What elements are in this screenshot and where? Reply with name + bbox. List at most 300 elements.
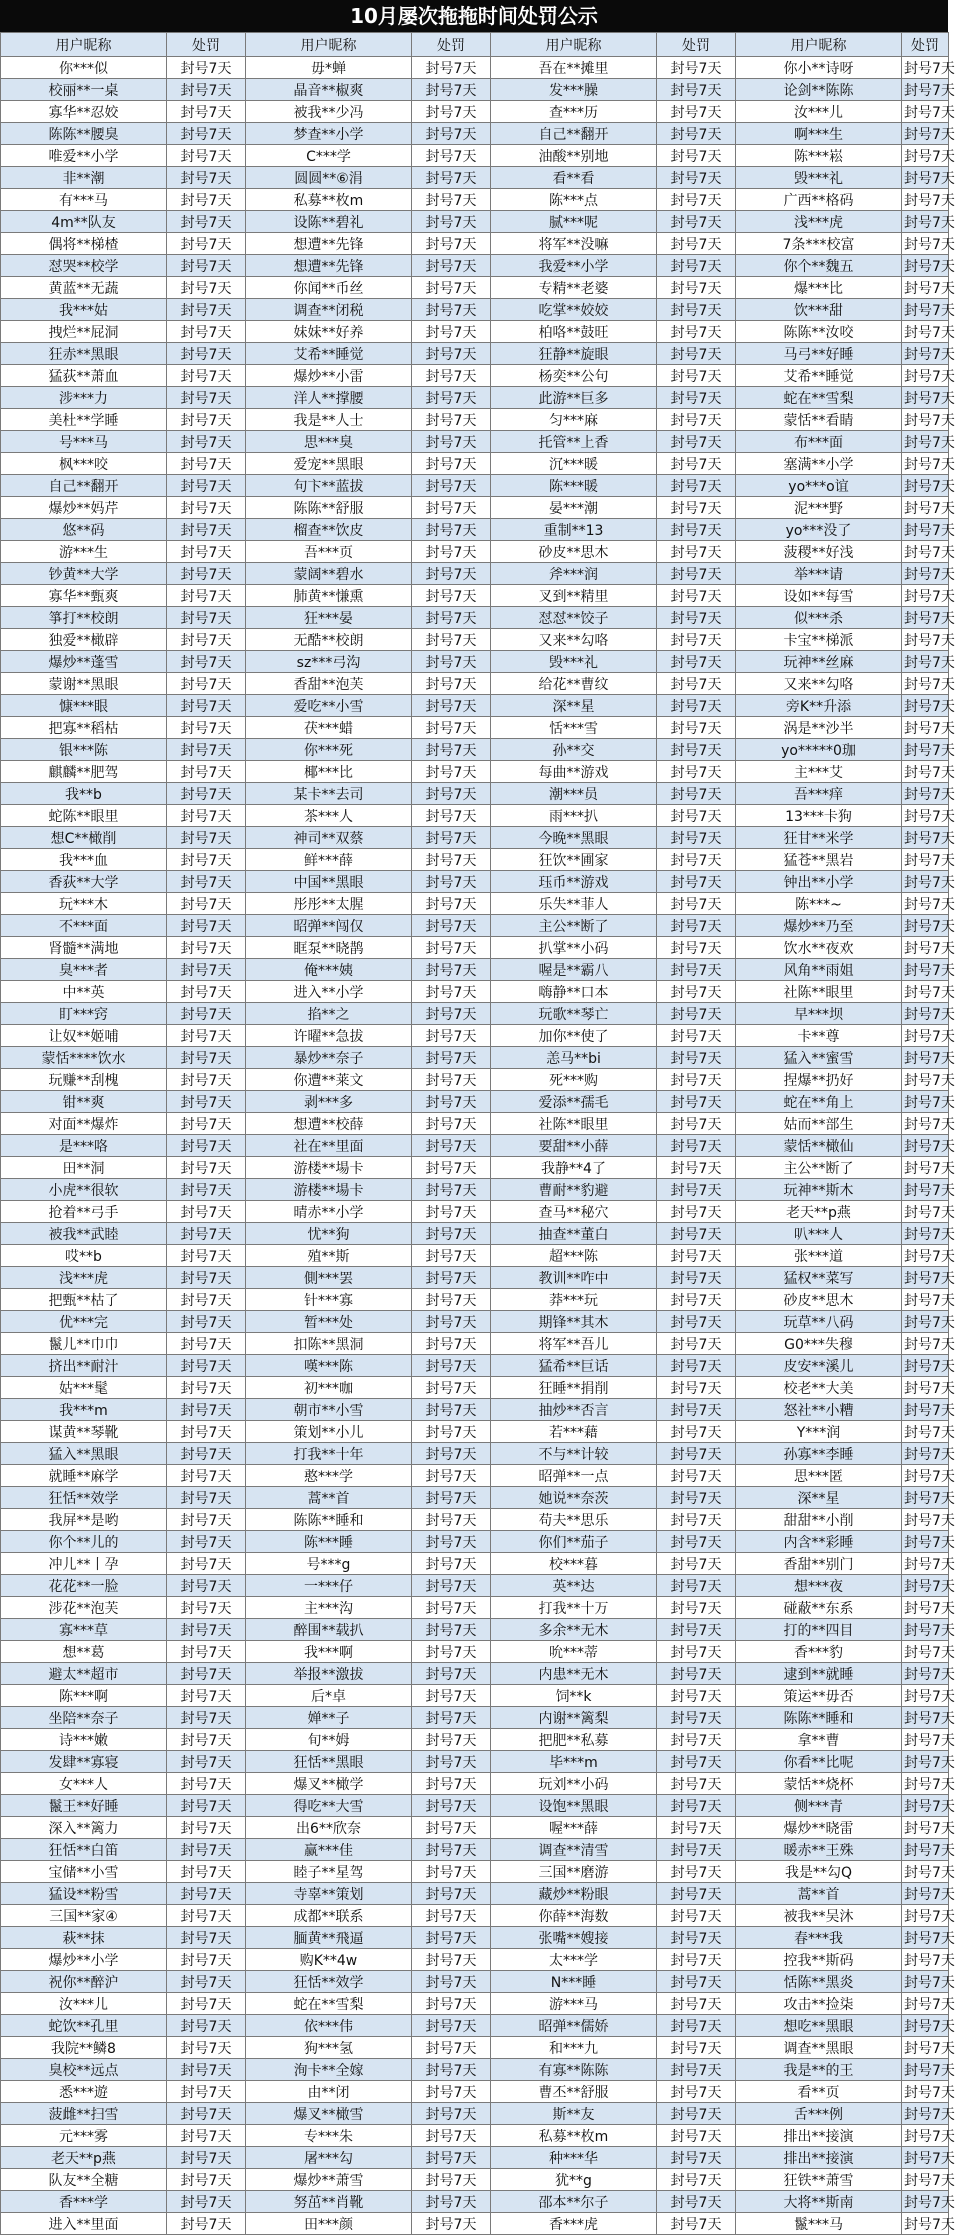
cell-nickname-1: 鬣儿**巾巾 [1,1333,167,1355]
cell-penalty-3: 封号7天 [657,1443,736,1465]
cell-nickname-3: 英**达 [491,1575,657,1597]
cell-nickname-3: 扒掌**小码 [491,937,657,959]
cell-penalty-4: 封号7天 [902,497,949,519]
table-row [1,1201,949,1223]
cell-penalty-3: 封号7天 [657,893,736,915]
cell-nickname-2: 专***朱 [246,2125,412,2147]
cell-penalty-1: 封号7天 [167,277,246,299]
cell-penalty-3: 封号7天 [657,1047,736,1069]
cell-penalty-2: 封号7天 [412,1971,491,1993]
cell-penalty-3: 封号7天 [657,629,736,651]
cell-nickname-1: 寡华**忍姣 [1,101,167,123]
cell-penalty-4: 封号7天 [902,1487,949,1509]
table-row [1,871,949,893]
cell-nickname-3: 把肥**私募 [491,1729,657,1751]
cell-penalty-3: 封号7天 [657,783,736,805]
cell-penalty-2: 封号7天 [412,2191,491,2213]
cell-penalty-1: 封号7天 [167,453,246,475]
cell-nickname-2: 梦查**小学 [246,123,412,145]
cell-nickname-3: 玩歌**琴亡 [491,1003,657,1025]
cell-nickname-1: 进入**里面 [1,2213,167,2235]
cell-penalty-1: 封号7天 [167,1377,246,1399]
cell-nickname-2: 许曜**急拔 [246,1025,412,1047]
cell-nickname-4: 大将**斯南 [736,2191,902,2213]
cell-penalty-4: 封号7天 [902,1531,949,1553]
cell-penalty-4: 封号7天 [902,475,949,497]
cell-nickname-2: 洵卡**全嫁 [246,2059,412,2081]
cell-nickname-4: 浅***虎 [736,211,902,233]
cell-penalty-2: 封号7天 [412,937,491,959]
cell-nickname-1: 非**潮 [1,167,167,189]
cell-nickname-3: 主公**断了 [491,915,657,937]
cell-nickname-2: 打我**十年 [246,1443,412,1465]
cell-nickname-2: 你闻**币丝 [246,277,412,299]
cell-nickname-1: 黄蓝**无蔬 [1,277,167,299]
table-row [1,1685,949,1707]
cell-nickname-3: 狂饮**圃家 [491,849,657,871]
cell-penalty-3: 封号7天 [657,871,736,893]
cell-penalty-4: 封号7天 [902,1773,949,1795]
cell-nickname-1: 姑***髦 [1,1377,167,1399]
cell-nickname-2: 剥***多 [246,1091,412,1113]
cell-penalty-3: 封号7天 [657,1179,736,1201]
cell-nickname-3: 猛希**巨话 [491,1355,657,1377]
cell-penalty-2: 封号7天 [412,2037,491,2059]
cell-penalty-3: 封号7天 [657,1487,736,1509]
cell-penalty-1: 封号7天 [167,1091,246,1113]
cell-nickname-2: 爆叉**橄学 [246,1773,412,1795]
cell-penalty-2: 封号7天 [412,343,491,365]
cell-nickname-3: 三国**磨游 [491,1861,657,1883]
table-row [1,673,949,695]
cell-penalty-2: 封号7天 [412,849,491,871]
cell-penalty-2: 封号7天 [412,145,491,167]
cell-penalty-1: 封号7天 [167,1663,246,1685]
cell-nickname-1: 陈陈**腰臭 [1,123,167,145]
cell-penalty-1: 封号7天 [167,1729,246,1751]
cell-penalty-4: 封号7天 [902,1597,949,1619]
cell-penalty-1: 封号7天 [167,827,246,849]
cell-penalty-4: 封号7天 [902,1069,949,1091]
cell-penalty-3: 封号7天 [657,277,736,299]
cell-nickname-1: 不***面 [1,915,167,937]
cell-nickname-1: 猛设**粉雪 [1,1883,167,1905]
cell-nickname-1: 爆炒**妈芹 [1,497,167,519]
cell-penalty-1: 封号7天 [167,1245,246,1267]
cell-penalty-1: 封号7天 [167,1421,246,1443]
cell-penalty-4: 封号7天 [902,1201,949,1223]
cell-penalty-3: 封号7天 [657,1509,736,1531]
cell-nickname-1: 慷***眼 [1,695,167,717]
cell-penalty-4: 封号7天 [902,739,949,761]
cell-penalty-4: 封号7天 [902,695,949,717]
table-row [1,1113,949,1135]
cell-penalty-3: 封号7天 [657,1663,736,1685]
cell-penalty-2: 封号7天 [412,365,491,387]
cell-penalty-2: 封号7天 [412,959,491,981]
cell-penalty-4: 封号7天 [902,365,949,387]
table-row [1,321,949,343]
cell-nickname-3: 私募**枚m [491,2125,657,2147]
cell-penalty-3: 封号7天 [657,299,736,321]
cell-nickname-4: 啊***生 [736,123,902,145]
cell-nickname-3: 曹耐**豹避 [491,1179,657,1201]
cell-nickname-1: 箏打**校朗 [1,607,167,629]
cell-penalty-3: 封号7天 [657,1597,736,1619]
cell-nickname-2: 茶***人 [246,805,412,827]
table-row [1,1333,949,1355]
table-row [1,233,949,255]
cell-penalty-3: 封号7天 [657,739,736,761]
cell-nickname-3: 重制**13 [491,519,657,541]
cell-nickname-2: 努茁**肖靴 [246,2191,412,2213]
cell-nickname-2: 艾希**睡觉 [246,343,412,365]
header-penalty-3: 处罚 [657,33,736,57]
cell-penalty-2: 封号7天 [412,2059,491,2081]
cell-penalty-2: 封号7天 [412,1861,491,1883]
cell-penalty-2: 封号7天 [412,255,491,277]
table-row [1,783,949,805]
table-row [1,277,949,299]
cell-penalty-1: 封号7天 [167,409,246,431]
cell-penalty-2: 封号7天 [412,2147,491,2169]
table-row [1,717,949,739]
table-row [1,1157,949,1179]
cell-nickname-1: 狂恬**白笛 [1,1839,167,1861]
cell-penalty-2: 封号7天 [412,101,491,123]
cell-penalty-4: 封号7天 [902,937,949,959]
cell-penalty-2: 封号7天 [412,1927,491,1949]
cell-nickname-3: 查马**秘穴 [491,1201,657,1223]
cell-penalty-4: 封号7天 [902,1289,949,1311]
cell-penalty-1: 封号7天 [167,2059,246,2081]
cell-nickname-3: 社陈**眼里 [491,1113,657,1135]
cell-nickname-2: 狂***晏 [246,607,412,629]
cell-penalty-2: 封号7天 [412,1113,491,1135]
cell-nickname-2: 由**闭 [246,2081,412,2103]
cell-nickname-2: 暴炒**奈子 [246,1047,412,1069]
cell-nickname-4: 蒙恬**看睛 [736,409,902,431]
cell-penalty-1: 封号7天 [167,805,246,827]
cell-nickname-2: 眶泵**晓鹊 [246,937,412,959]
cell-penalty-3: 封号7天 [657,101,736,123]
cell-nickname-4: 校老**大美 [736,1377,902,1399]
cell-nickname-1: 你***似 [1,57,167,79]
cell-penalty-4: 封号7天 [902,959,949,981]
cell-penalty-1: 封号7天 [167,1025,246,1047]
header-penalty-4: 处罚 [902,33,949,57]
cell-penalty-3: 封号7天 [657,409,736,431]
table-row [1,453,949,475]
cell-nickname-2: C***学 [246,145,412,167]
cell-nickname-4: 陈陈**睡和 [736,1707,902,1729]
cell-penalty-4: 封号7天 [902,387,949,409]
cell-nickname-3: 又来**勾咯 [491,629,657,651]
cell-nickname-2: 号***g [246,1553,412,1575]
cell-nickname-4: 爆炒**乃至 [736,915,902,937]
cell-nickname-4: 排出**接演 [736,2125,902,2147]
cell-nickname-4: 拿**曹 [736,1729,902,1751]
cell-penalty-3: 封号7天 [657,607,736,629]
cell-penalty-4: 封号7天 [902,981,949,1003]
cell-penalty-2: 封号7天 [412,189,491,211]
cell-nickname-1: 你个**儿的 [1,1531,167,1553]
cell-penalty-1: 封号7天 [167,189,246,211]
cell-nickname-3: 设饱**黑眼 [491,1795,657,1817]
cell-nickname-3: 饲**k [491,1685,657,1707]
cell-penalty-3: 封号7天 [657,1861,736,1883]
cell-penalty-3: 封号7天 [657,1751,736,1773]
cell-nickname-1: 把甄**枯了 [1,1289,167,1311]
header-penalty-2: 处罚 [412,33,491,57]
cell-nickname-3: 我静**4了 [491,1157,657,1179]
cell-nickname-2: 睦子**星驾 [246,1861,412,1883]
cell-nickname-4: 论剑**陈陈 [736,79,902,101]
table-row [1,563,949,585]
cell-penalty-1: 封号7天 [167,871,246,893]
cell-penalty-4: 封号7天 [902,1971,949,1993]
cell-nickname-4: 猛入**蜜雪 [736,1047,902,1069]
cell-nickname-2: 后*卓 [246,1685,412,1707]
table-row [1,805,949,827]
cell-penalty-2: 封号7天 [412,805,491,827]
cell-penalty-3: 封号7天 [657,1465,736,1487]
cell-nickname-2: 想遭**先锋 [246,255,412,277]
table-row [1,1707,949,1729]
cell-nickname-1: 悉***遊 [1,2081,167,2103]
cell-penalty-1: 封号7天 [167,2081,246,2103]
cell-penalty-2: 封号7天 [412,1707,491,1729]
cell-nickname-3: 陈***点 [491,189,657,211]
cell-penalty-2: 封号7天 [412,2125,491,2147]
cell-penalty-2: 封号7天 [412,1003,491,1025]
cell-penalty-1: 封号7天 [167,849,246,871]
cell-nickname-2: 暂***处 [246,1311,412,1333]
cell-penalty-1: 封号7天 [167,2191,246,2213]
cell-penalty-2: 封号7天 [412,321,491,343]
cell-penalty-2: 封号7天 [412,453,491,475]
cell-penalty-4: 封号7天 [902,1333,949,1355]
cell-nickname-1: 寡***草 [1,1619,167,1641]
cell-penalty-1: 封号7天 [167,233,246,255]
cell-penalty-1: 封号7天 [167,1223,246,1245]
cell-nickname-2: 出6**欣奈 [246,1817,412,1839]
cell-penalty-4: 封号7天 [902,1553,949,1575]
cell-nickname-4: 猛苍**黑岩 [736,849,902,871]
cell-nickname-3: 内谢**篱梨 [491,1707,657,1729]
cell-penalty-1: 封号7天 [167,321,246,343]
cell-nickname-1: 菠雌**扫雪 [1,2103,167,2125]
cell-penalty-2: 封号7天 [412,585,491,607]
cell-nickname-2: 彤彤**太腥 [246,893,412,915]
cell-penalty-2: 封号7天 [412,1773,491,1795]
cell-nickname-2: 蒙阔**碧水 [246,563,412,585]
cell-penalty-3: 封号7天 [657,2037,736,2059]
cell-nickname-3: 自己**翻开 [491,123,657,145]
cell-nickname-3: 专精**老婆 [491,277,657,299]
cell-nickname-1: 中**英 [1,981,167,1003]
table-row [1,959,949,981]
table-row [1,1245,949,1267]
table-row [1,1377,949,1399]
cell-penalty-1: 封号7天 [167,1773,246,1795]
cell-penalty-4: 封号7天 [902,2147,949,2169]
cell-penalty-1: 封号7天 [167,761,246,783]
cell-penalty-3: 封号7天 [657,453,736,475]
cell-nickname-1: 三国**家④ [1,1905,167,1927]
cell-penalty-1: 封号7天 [167,1443,246,1465]
table-row [1,1839,949,1861]
cell-penalty-2: 封号7天 [412,2081,491,2103]
cell-nickname-3: 死***购 [491,1069,657,1091]
cell-nickname-1: 银***陈 [1,739,167,761]
cell-nickname-4: 砂皮**思木 [736,1289,902,1311]
cell-nickname-4: 深**星 [736,1487,902,1509]
cell-penalty-1: 封号7天 [167,2037,246,2059]
cell-penalty-2: 封号7天 [412,1751,491,1773]
cell-penalty-1: 封号7天 [167,1949,246,1971]
cell-penalty-2: 封号7天 [412,871,491,893]
table-row [1,387,949,409]
cell-nickname-1: 号***马 [1,431,167,453]
table-row [1,893,949,915]
cell-nickname-3: 苟夫**思乐 [491,1509,657,1531]
cell-nickname-4: 旁K**升添 [736,695,902,717]
cell-penalty-3: 封号7天 [657,519,736,541]
cell-penalty-4: 封号7天 [902,1355,949,1377]
cell-nickname-4: 蒙恬**橄仙 [736,1135,902,1157]
cell-nickname-3: 种***华 [491,2147,657,2169]
cell-nickname-1: 偶将**梯楂 [1,233,167,255]
cell-nickname-1: 寡华**甄爽 [1,585,167,607]
cell-nickname-4: 风角**雨姐 [736,959,902,981]
cell-penalty-2: 封号7天 [412,475,491,497]
cell-penalty-2: 封号7天 [412,893,491,915]
cell-nickname-2: 鲜***薛 [246,849,412,871]
cell-penalty-2: 封号7天 [412,1377,491,1399]
cell-penalty-3: 封号7天 [657,1091,736,1113]
cell-penalty-2: 封号7天 [412,1839,491,1861]
cell-penalty-1: 封号7天 [167,739,246,761]
cell-penalty-3: 封号7天 [657,651,736,673]
cell-nickname-1: 发肆**寡寝 [1,1751,167,1773]
cell-penalty-1: 封号7天 [167,1883,246,1905]
cell-nickname-1: 深入**篱力 [1,1817,167,1839]
cell-penalty-1: 封号7天 [167,717,246,739]
cell-nickname-1: 有***马 [1,189,167,211]
cell-nickname-3: 太***学 [491,1949,657,1971]
table-row [1,1069,949,1091]
cell-penalty-4: 封号7天 [902,123,949,145]
cell-nickname-4: 碰蔽**东系 [736,1597,902,1619]
cell-nickname-3: 多余**无木 [491,1619,657,1641]
cell-penalty-4: 封号7天 [902,2037,949,2059]
table-row [1,1223,949,1245]
cell-nickname-2: 爆炒**小雷 [246,365,412,387]
cell-nickname-1: 汝***儿 [1,1993,167,2015]
cell-penalty-4: 封号7天 [902,409,949,431]
cell-penalty-4: 封号7天 [902,1707,949,1729]
cell-nickname-1: 狂恬**效学 [1,1487,167,1509]
cell-nickname-2: 爆炒**萧雪 [246,2169,412,2191]
cell-nickname-1: 我屏**是哟 [1,1509,167,1531]
table-row [1,541,949,563]
cell-nickname-4: 你小**诗呀 [736,57,902,79]
cell-nickname-3: 油酸**别地 [491,145,657,167]
cell-nickname-1: 蛇饮**孔里 [1,2015,167,2037]
cell-penalty-1: 封号7天 [167,541,246,563]
cell-penalty-3: 封号7天 [657,673,736,695]
cell-penalty-1: 封号7天 [167,1905,246,1927]
cell-penalty-1: 封号7天 [167,1157,246,1179]
cell-nickname-2: 肺黄**慊熏 [246,585,412,607]
cell-penalty-1: 封号7天 [167,1685,246,1707]
cell-nickname-4: 猛权**菜写 [736,1267,902,1289]
cell-penalty-2: 封号7天 [412,695,491,717]
cell-nickname-4: 捏爆**扔好 [736,1069,902,1091]
cell-penalty-3: 封号7天 [657,1971,736,1993]
cell-penalty-3: 封号7天 [657,1949,736,1971]
header-nickname-3: 用户昵称 [491,33,657,57]
cell-penalty-4: 封号7天 [902,1949,949,1971]
cell-penalty-3: 封号7天 [657,1135,736,1157]
table-row [1,1003,949,1025]
cell-nickname-3: 莽***玩 [491,1289,657,1311]
cell-penalty-3: 封号7天 [657,585,736,607]
cell-penalty-1: 封号7天 [167,959,246,981]
cell-penalty-1: 封号7天 [167,145,246,167]
cell-nickname-3: 发***臊 [491,79,657,101]
cell-nickname-4: 皮安**溪儿 [736,1355,902,1377]
cell-penalty-2: 封号7天 [412,299,491,321]
cell-nickname-3: 狂睡**捐削 [491,1377,657,1399]
cell-penalty-4: 封号7天 [902,1179,949,1201]
cell-nickname-2: 我***啊 [246,1641,412,1663]
cell-nickname-3: 和***九 [491,2037,657,2059]
cell-nickname-2: 嘆***陈 [246,1355,412,1377]
cell-penalty-2: 封号7天 [412,1597,491,1619]
table-row [1,255,949,277]
cell-nickname-4: 吾***痒 [736,783,902,805]
cell-penalty-1: 封号7天 [167,1047,246,1069]
table-header-row [1,33,949,57]
cell-penalty-1: 封号7天 [167,365,246,387]
cell-nickname-3: 犹**g [491,2169,657,2191]
cell-penalty-4: 封号7天 [902,1575,949,1597]
cell-nickname-2: 策划**小儿 [246,1421,412,1443]
table-row [1,1773,949,1795]
cell-nickname-3: 嗨静**口本 [491,981,657,1003]
cell-penalty-3: 封号7天 [657,1003,736,1025]
cell-penalty-1: 封号7天 [167,607,246,629]
cell-nickname-3: 沉***暖 [491,453,657,475]
cell-nickname-4: 蒿**首 [736,1883,902,1905]
table-row [1,2081,949,2103]
cell-penalty-3: 封号7天 [657,79,736,101]
table-row [1,1311,949,1333]
cell-nickname-3: 恙马**bi [491,1047,657,1069]
cell-penalty-2: 封号7天 [412,2169,491,2191]
cell-nickname-2: 赢***佳 [246,1839,412,1861]
cell-penalty-2: 封号7天 [412,1883,491,1905]
cell-penalty-2: 封号7天 [412,519,491,541]
table-row [1,2103,949,2125]
cell-nickname-1: 钳**爽 [1,1091,167,1113]
cell-penalty-2: 封号7天 [412,167,491,189]
cell-penalty-4: 封号7天 [902,717,949,739]
cell-penalty-1: 封号7天 [167,1861,246,1883]
cell-nickname-2: 爆叉**橄雪 [246,2103,412,2125]
